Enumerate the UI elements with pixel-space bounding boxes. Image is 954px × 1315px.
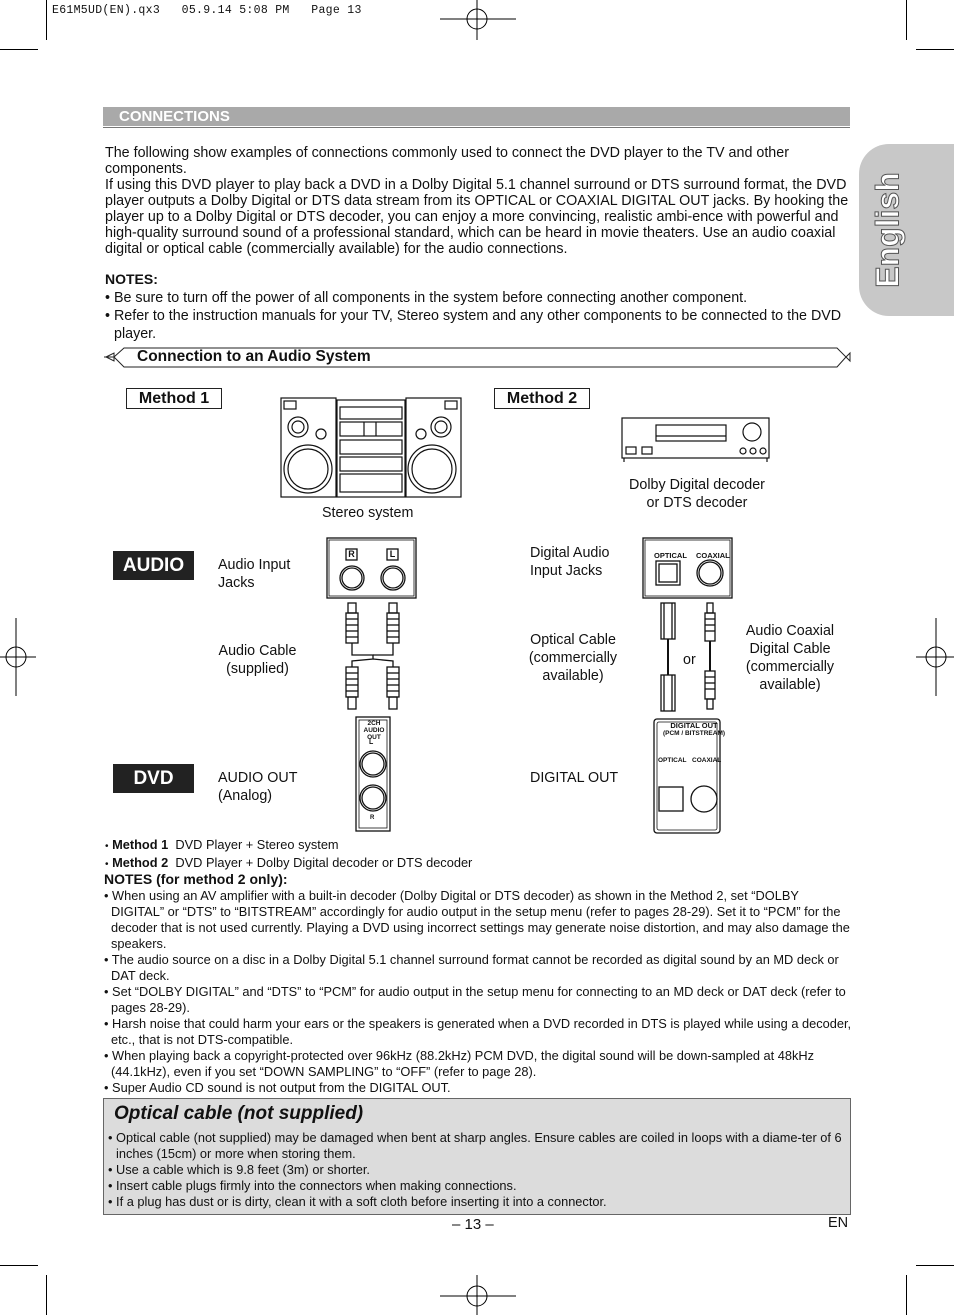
jack-r-label: R [348,549,355,559]
optical-box-title: Optical cable (not supplied) [114,1103,364,1124]
or-label: or [683,652,696,668]
page-number: – 13 – [452,1216,494,1233]
stereo-system-illustration [280,397,462,499]
label-line: Audio Coaxial [745,623,835,639]
note-item: • Refer to the instruction manuals for your TV, Stereo system and any other components to be connected to the DVD player. [105,308,842,342]
method-name: Method 1 [112,837,169,852]
jack-l-label: L [389,549,396,559]
intro-paragraph: If using this DVD player to play back a DVD in a Dolby Digital 5.1 channel surround or DTS surround format, the DVD player outputs a Dolby Digital or DTS data stream from its OPTICAL or COAXIAL DIGITAL OUT jacks. By hooking the player up to a Dolby Digital or DTS decoder, you can enjoy a more convincing, realistic ambi-ence with powerful and high-quality surround sound of a professional standard, which can be heard in movie theaters. Use an audio coaxial digital or optical cable (commercially available) for the audio connections. [105,177,849,257]
label-line: AUDIO OUT [218,770,298,786]
label-line: Audio Cable [218,643,297,659]
dvd-audio-out-panel-label [358,720,390,741]
note2-item: • Super Audio CD sound is not output from the DIGITAL OUT. [104,1080,451,1095]
optical-item: • Use a cable which is 9.8 feet (3m) or shorter. [108,1162,370,1177]
label-line: available) [759,677,821,693]
notes-heading: NOTES: [105,271,158,287]
dvd-badge: DVD [113,764,194,793]
dvd-jack-r-label: R [370,815,375,821]
optical-cable-label [517,631,629,685]
label-line: (commercially [528,650,618,666]
note2-item: • Set “DOLBY DIGITAL” and “DTS” to “PCM” for audio output in the setup menu for connecting to an MD deck or DAT deck (refer to pages 28-29). [104,984,846,1015]
optical-item: • Insert cable plugs firmly into the connectors when making connections. [108,1178,517,1193]
note2-item: • Harsh noise that could harm your ears or the speakers is generated when a DVD recorded in DTS is played while using a decoder, etc., that is not DTS-compatible. [104,1016,852,1047]
audio-input-jacks-label [218,556,290,592]
label-line: Jacks [218,575,255,591]
decoder-illustration [620,416,772,464]
label-line: Digital Cable [749,641,831,657]
label-line: Input Jacks [530,563,603,579]
stereo-system-label: Stereo system [322,505,414,521]
section-header [103,107,850,126]
label-line: (Analog) [218,788,273,804]
method1-label: Method 1 [126,388,222,409]
panel-coaxial-label: COAXIAL [692,757,722,764]
language-tab [859,144,954,316]
optical-item: • Optical cable (not supplied) may be damaged when bent at sharp angles. Ensure cables are coiled in loops with a diame-ter of 6 inches (15cm) or more when storing them. [108,1130,842,1161]
label-line: Audio Input [218,557,291,573]
label-line: available) [542,668,604,684]
note-item: • Be sure to turn off the power of all components in the system before connecting another component. [105,290,748,306]
label-line: DIGITAL OUT [670,721,718,730]
print-header: E61M5UD(EN).qx3 05.9.14 5:08 PM Page 13 [52,4,362,17]
label-line: (supplied) [226,661,289,677]
audio-cable-label [205,642,310,678]
method2-label: Method 2 [494,388,590,409]
notes2-list [104,888,852,1096]
decoder-label [611,476,783,512]
note2-item: • The audio source on a disc in a Dolby Digital 5.1 channel surround format cannot be recorded as digital sound by an MD deck or DAT deck. [104,952,839,983]
method-desc: DVD Player + Stereo system [175,837,339,852]
method-name: Method 2 [112,855,169,870]
digital-input-jacks-label [530,544,609,580]
bullet: • [105,841,109,852]
subsection-title: Connection to an Audio System [137,348,371,365]
method1-connection-diagram [326,537,418,833]
method2-connection-diagram [642,537,738,835]
label-line: (commercially [745,659,835,675]
coaxial-jack-label: COAXIAL [696,551,730,560]
intro-text [105,145,853,257]
audio-badge: AUDIO [113,551,194,580]
language-code: EN [828,1215,849,1231]
notes2-heading: NOTES (for method 2 only): [104,871,288,887]
note2-item: • When using an AV amplifier with a built-in decoder (Dolby Digital or DTS decoder) as shown in the Method 2, set “DOLBY DIGITAL” or “DTS” to “BITSTREAM” accordingly for audio output in the setup menu (refer to pages 28-29). Set it to “PCM” for the decoder that is not used currently. Playing a DVD using incorrect settings may generate noise distortion, and may also damage the speakers. [104,888,850,951]
decoder-label-line: Dolby Digital decoder [629,477,765,493]
label-line: Digital Audio [530,545,610,561]
section-underline [103,127,850,128]
method-line [105,837,472,855]
coax-cable-label [735,622,845,694]
optical-box-items [108,1130,846,1210]
digital-out-label: DIGITAL OUT [530,770,619,786]
language-tab-label: English [869,172,906,288]
dvd-jack-l-label: L [369,739,374,746]
label-line: Optical Cable [530,632,616,648]
section-title: CONNECTIONS [119,108,230,125]
note2-item: • When playing back a copyright-protected over 96kHz (88.2kHz) PCM DVD, the digital sound will be down-sampled at 48kHz (44.1kHz), even if you set “DOWN SAMPLING” to “OFF” (refer to page 28). [104,1048,815,1079]
optical-jack-label: OPTICAL [654,551,687,560]
bullet: • [105,859,109,870]
audio-out-label [218,769,297,805]
optical-item: • If a plug has dust or is dirty, clean it with a soft cloth before inserting it into a connector. [108,1194,607,1209]
label-line: 2CH AUDIO [363,720,385,734]
intro-paragraph: The following show examples of connections commonly used to connect the DVD player to the TV and other components. [105,145,789,177]
method-desc: DVD Player + Dolby Digital decoder or DTS decoder [175,855,473,870]
decoder-label-line: or DTS decoder [646,495,748,511]
notes-list [105,289,853,343]
label-line: (PCM / BITSTREAM) [662,730,726,737]
panel-optical-label: OPTICAL [658,757,687,764]
method-summary [105,837,472,873]
label-line: OUT [367,734,381,741]
optical-cable-box [103,1098,851,1215]
dvd-digital-out-panel-label [654,722,734,737]
